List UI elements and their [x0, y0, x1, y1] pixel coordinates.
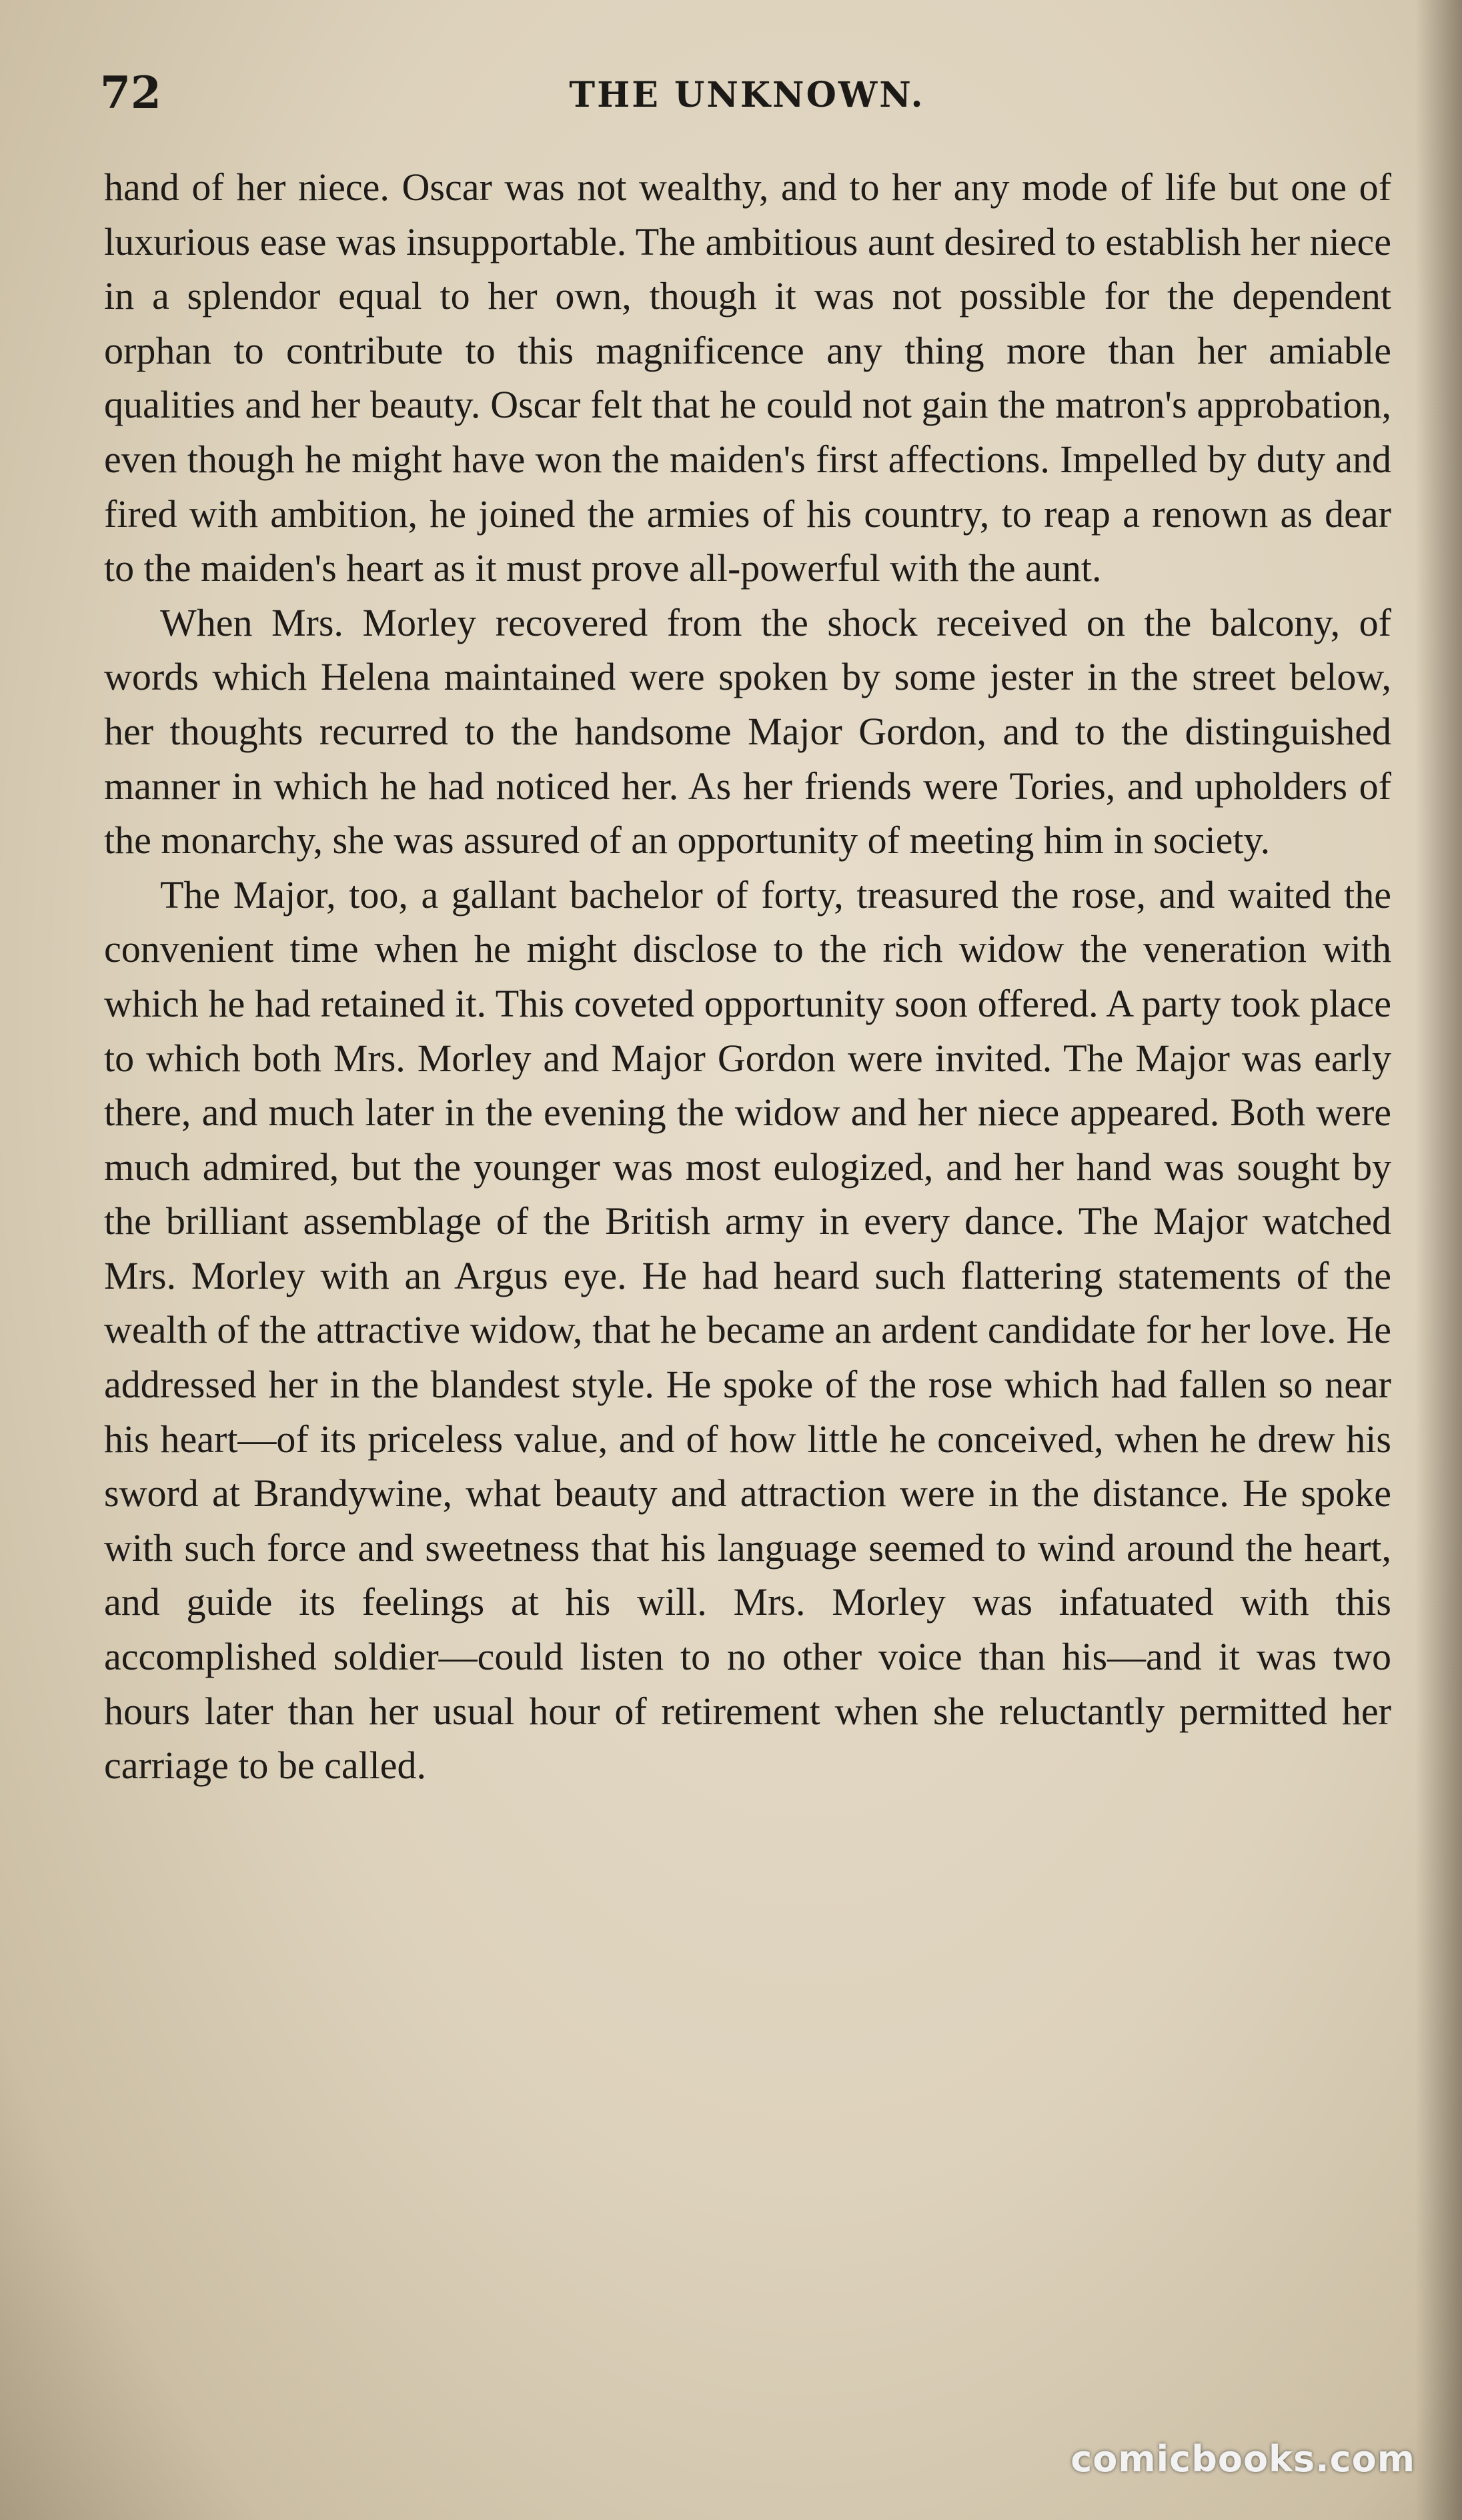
paragraph-major-rose: The Major, too, a gallant bachelor of forty, treasured the rose, and waited the convenient time when he might disclose to the rich widow the veneration with which he had retained it. This coveted opportunity soon offered. A party took place to which both Mrs. Morley and Major Gordon were invited. The Major was early there, and much later in the evening the widow and her niece appeared. Both were much admired, but the younger was most eulogized, and her hand was sought by the brilliant assemblage of the British army in every dance. The Major watched Mrs. Morley with an Argus eye. He had heard such flattering statements of the wealth of the attractive widow, that he became an ardent candidate for her love. He addressed her in the blandest style. He spoke of the rose which had fallen so near his heart—of its priceless value, and of how little he conceived, when he drew his sword at Brandywine, what beauty and attraction were in the distance. He spoke with such force and sweetness that his language seemed to wind around the heart, and guide its feelings at his will. Mrs. Morley was infatuated with this accomplished soldier—could listen to no other voice than his—and it was two hours later than her usual hour of retirement when she reluctantly permitted her carriage to be called. — [104, 872, 1391, 1788]
page-gutter-shadow — [1415, 0, 1462, 2520]
page-number: 72 — [100, 67, 161, 119]
watermark: comicbooks.com — [1070, 2438, 1415, 2480]
body-text — [104, 160, 1391, 1793]
page-header — [100, 67, 1394, 120]
paragraph-continued: hand of her niece. Oscar was not wealthy, and to her any mode of life but one of luxurious ease was insupportable. The ambitious aunt desired to establish her niece in a splendor equal to her own, though it was not possible for the dependent orphan to contribute to this magnificence any thing more than her amiable qualities and her beauty. Oscar felt that he could not gain the matron's approbation, even though he might have won the maiden's first affections. Impelled by duty and fired with ambition, he joined the armies of his country, to reap a renown as dear to the maiden's heart as it must prove all-powerful with the aunt. — [104, 165, 1391, 590]
paragraph-morley-recovered: When Mrs. Morley recovered from the shock received on the balcony, of words which Helena maintained were spoken by some jester in the street below, her thoughts recurred to the handsome Major Gordon, and to the distinguished manner in which he had noticed her. As her friends were Tories, and upholders of the monarchy, she was assured of an opportunity of meeting him in society. — [104, 600, 1391, 862]
running-head: THE UNKNOWN. — [569, 75, 925, 115]
